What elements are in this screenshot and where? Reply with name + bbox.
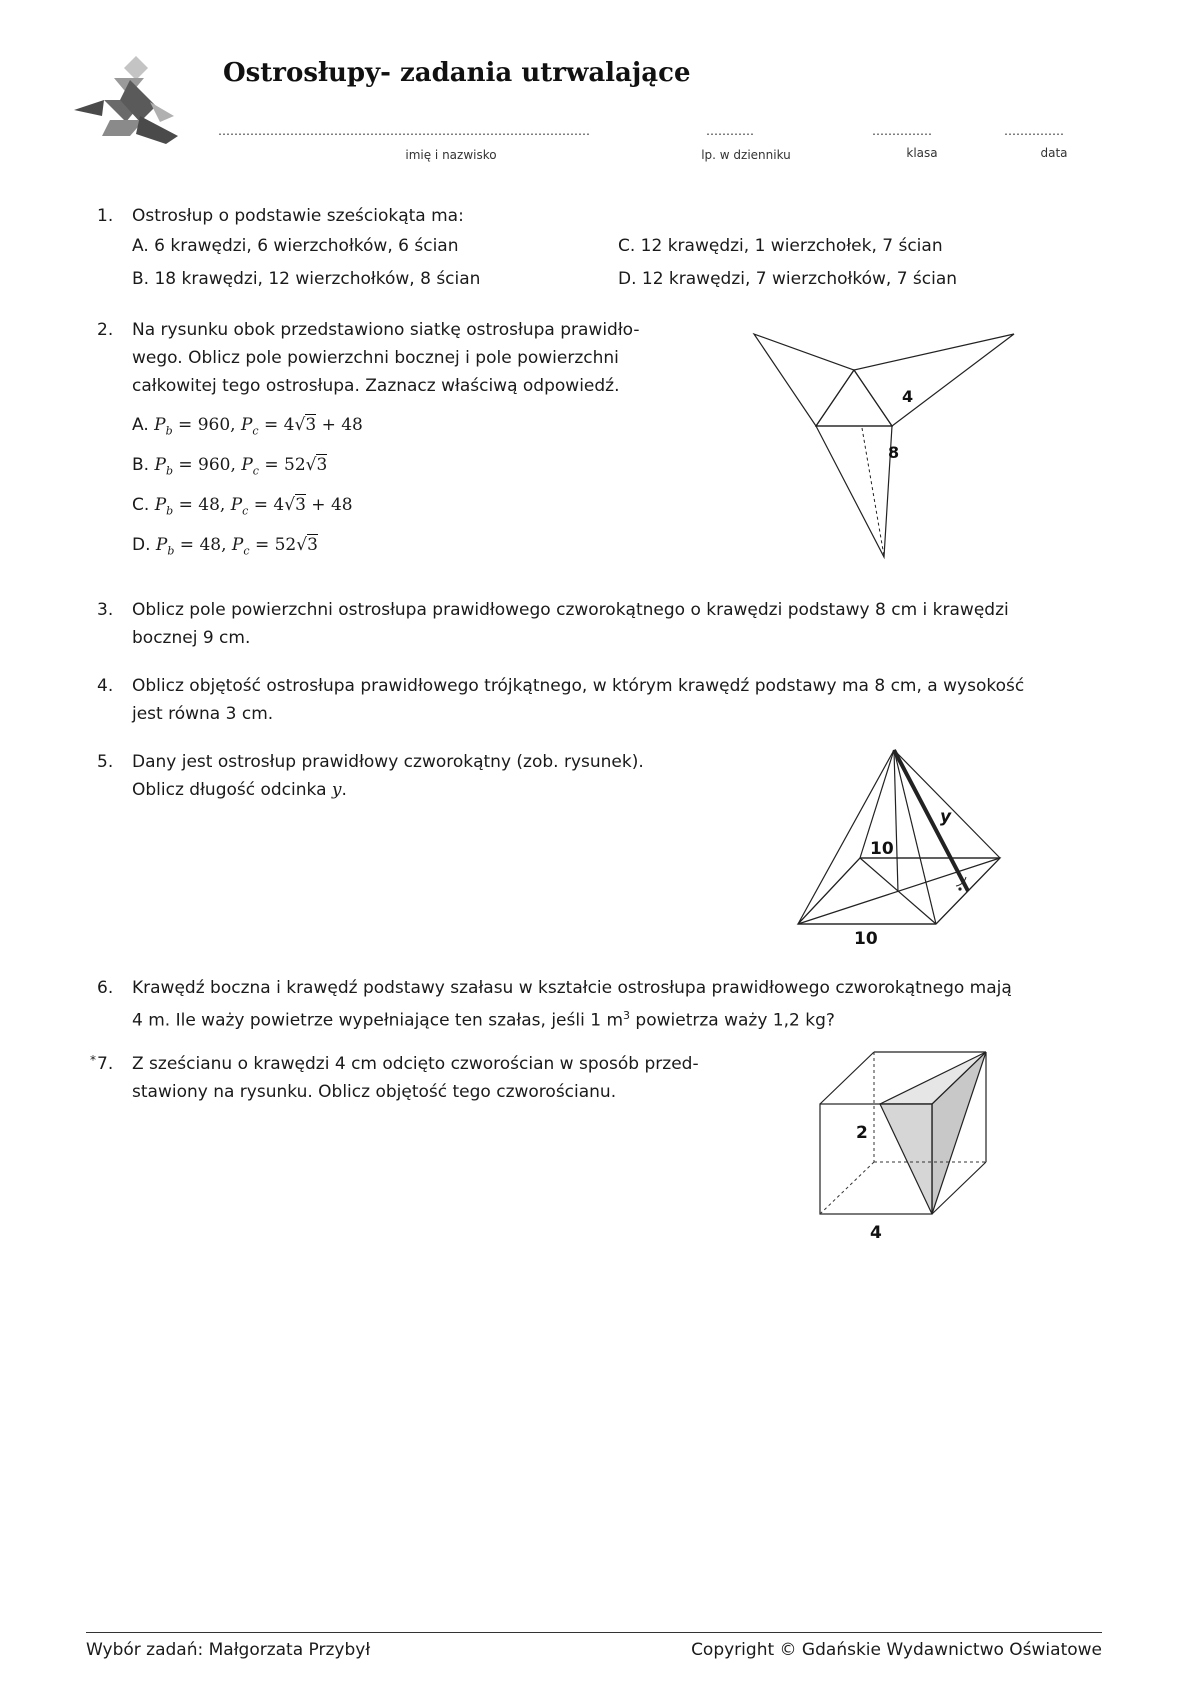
footer-rule xyxy=(86,1632,1102,1633)
option-b[interactable]: B. 18 krawędzi, 12 wierzchołków, 8 ścian xyxy=(132,269,481,289)
option-d[interactable]: D. $P_b = 48$, $P_c = 52√3$ xyxy=(132,535,318,558)
period: . xyxy=(341,780,347,800)
total-area-coef: 52 xyxy=(274,535,297,555)
class-field-dots[interactable]: …………… xyxy=(872,124,932,138)
edge-label: 4 xyxy=(902,387,914,406)
option-c[interactable]: C. $P_b = 48$, $P_c = 4√3 + 48$ xyxy=(132,495,353,518)
task-text-line: bocznej 9 cm. xyxy=(132,628,251,648)
task-number: 4. xyxy=(97,676,114,696)
date-field-dots[interactable]: …………… xyxy=(1004,124,1064,138)
variable-y: y xyxy=(331,780,342,800)
option-c[interactable]: C. 12 krawędzi, 1 wierzchołek, 7 ścian xyxy=(618,236,943,256)
worksheet-title: Ostrosłupy- zadania utrwalające xyxy=(223,58,691,88)
task-text-line: wego. Oblicz pole powierzchni bocznej i pole powierzchni xyxy=(132,348,619,368)
task-text-line: jest równa 3 cm. xyxy=(132,704,274,724)
number-field-label: lp. w dzienniku xyxy=(701,148,791,162)
option-letter: A. xyxy=(132,415,149,435)
option-letter: D. xyxy=(132,535,151,555)
option-a[interactable]: A. $P_b = 960$, $P_c = 4√3 + 48$ xyxy=(132,415,363,438)
lateral-area-value: 48 xyxy=(199,535,222,555)
lateral-area-value: 48 xyxy=(198,495,220,515)
total-area-coef: 4 xyxy=(273,495,285,515)
option-a[interactable]: A. 6 krawędzi, 6 wierzchołków, 6 ścian xyxy=(132,236,459,256)
cube-figure xyxy=(800,1040,1010,1245)
y-label: y xyxy=(940,807,952,827)
task-number: 5. xyxy=(97,752,114,772)
task-number: 1. xyxy=(97,206,114,226)
total-area-radicand: 3 xyxy=(316,455,328,475)
total-area-radicand: 3 xyxy=(307,535,318,555)
height-label: 10 xyxy=(870,839,894,859)
side-label: 2 xyxy=(856,1123,868,1143)
lateral-area-value: 960 xyxy=(198,455,231,475)
total-area-radicand: 3 xyxy=(295,495,306,515)
task-text-line: stawiony na rysunku. Oblicz objętość tego czworościanu. xyxy=(132,1082,617,1102)
task-text-line: Dany jest ostrosłup prawidłowy czworokątny (zob. rysunek). xyxy=(132,752,644,772)
base-label: 4 xyxy=(870,1223,882,1243)
pyramid-net-figure xyxy=(750,330,1020,565)
task-number: 6. xyxy=(97,978,114,998)
name-field-label: imię i nazwisko xyxy=(405,148,497,162)
number-field-dots[interactable]: ………… xyxy=(706,124,754,138)
option-d[interactable]: D. 12 krawędzi, 7 wierzchołków, 7 ścian xyxy=(618,269,958,289)
class-field-label: klasa xyxy=(906,146,938,160)
task-text: Ostrosłup o podstawie sześciokąta ma: xyxy=(132,206,464,226)
base-label: 10 xyxy=(854,929,878,944)
option-b[interactable]: B. $P_b = 960$, $P_c = 52√3$ xyxy=(132,455,328,478)
total-area-tail: + 48 xyxy=(321,415,363,435)
option-letter: B. xyxy=(132,455,150,475)
task-text-line: Na rysunku obok przedstawiono siatkę ostrosłupa prawidło- xyxy=(132,320,640,340)
total-area-coef: 4 xyxy=(283,415,295,435)
option-letter: C. xyxy=(132,495,150,515)
lateral-area-value: 960 xyxy=(197,415,231,435)
cube-exponent: 3 xyxy=(623,1009,631,1022)
task-text-line: Oblicz pole powierzchni ostrosłupa prawidłowego czworokątnego o krawędzi podstawy 8 cm i krawędzi xyxy=(132,600,1009,620)
task-number: 3. xyxy=(97,600,114,620)
total-area-tail: + 48 xyxy=(311,495,353,515)
footer-copyright: Copyright © Gdańskie Wydawnictwo Oświatowe xyxy=(691,1640,1102,1660)
total-area-radicand: 3 xyxy=(305,415,317,435)
task-text-line: 4 m. Ile waży powietrze wypełniające ten szałas, jeśli 1 m xyxy=(132,1010,624,1031)
task-text-line: całkowitej tego ostrosłupa. Zaznacz właściwą odpowiedź. xyxy=(132,376,620,396)
task-number: 2. xyxy=(97,320,114,340)
publisher-logo xyxy=(74,56,186,148)
star-marker: * xyxy=(90,1053,96,1067)
task-text-line: Oblicz objętość ostrosłupa prawidłowego trójkątnego, w którym krawędź podstawy ma 8 cm, a wysokość xyxy=(132,676,1025,696)
task-text-line: powietrza waży 1,2 kg? xyxy=(630,1010,835,1031)
square-pyramid-figure xyxy=(790,744,1010,944)
date-field-label: data xyxy=(1040,146,1068,160)
footer-author: Wybór zadań: Małgorzata Przybył xyxy=(86,1640,371,1660)
total-area-coef: 52 xyxy=(284,455,306,475)
task-text-line: Krawędź boczna i krawędź podstawy szałasu w kształcie ostrosłupa prawidłowego czworokątnego mają xyxy=(132,978,1012,998)
task-text-line: Oblicz długość odcinka xyxy=(132,780,327,800)
task-text-line: Z sześcianu o krawędzi 4 cm odcięto czworościan w sposób przed- xyxy=(132,1054,699,1074)
name-field-dots[interactable]: ………………………………………………………………………………… xyxy=(218,124,590,138)
height-label: 8 xyxy=(888,443,900,462)
task-number: 7. xyxy=(97,1054,114,1074)
